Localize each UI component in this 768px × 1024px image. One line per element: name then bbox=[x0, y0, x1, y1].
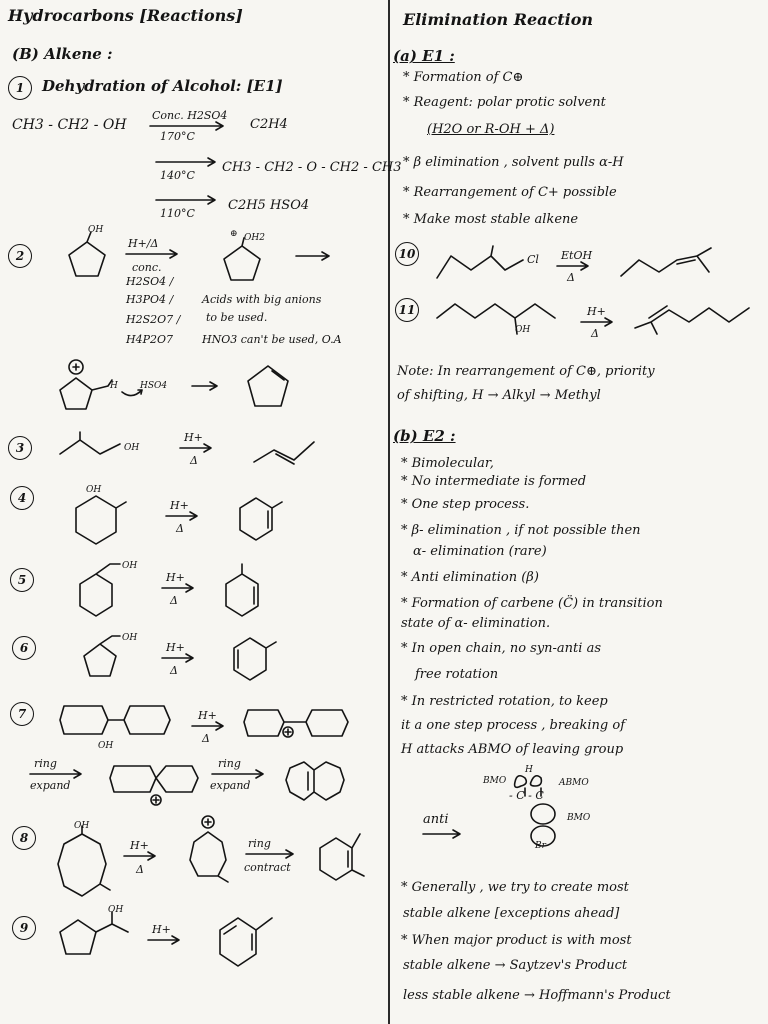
r2-arrow bbox=[124, 250, 184, 258]
r5-oh-label: OH bbox=[122, 561, 138, 571]
mo-bmo-label: BMO bbox=[483, 776, 507, 786]
acid-h3po4: H3PO4 / bbox=[126, 293, 174, 306]
eq3-product: C2H5 HSO4 bbox=[228, 198, 310, 213]
r8-arrow bbox=[122, 852, 162, 860]
r2-oh-label: OH bbox=[88, 225, 104, 235]
r7-reactant-structure bbox=[58, 696, 176, 740]
eq3-arrow bbox=[154, 196, 220, 204]
r3-delta: Δ bbox=[190, 454, 198, 467]
mo-h-label: H bbox=[525, 765, 533, 775]
reaction-number-1: 1 bbox=[8, 76, 32, 100]
r11-arrow bbox=[579, 318, 619, 326]
r7-delta: Δ bbox=[202, 732, 210, 745]
column-divider bbox=[388, 0, 390, 1024]
r9-product-structure bbox=[214, 906, 284, 990]
r8-product-structure bbox=[312, 824, 376, 894]
mech-h-label: H bbox=[110, 381, 118, 391]
reaction-number-7: 7 bbox=[10, 702, 34, 726]
r8-reagent: H+ bbox=[130, 839, 149, 852]
reaction-number-10: 10 bbox=[395, 242, 419, 266]
e2-point-4: * β- elimination , if not possible then bbox=[401, 523, 641, 538]
reaction-number-8: 8 bbox=[12, 826, 36, 850]
r11-oh-label: OH bbox=[515, 325, 531, 335]
r11-product-structure bbox=[631, 294, 759, 338]
r3-oh-label: OH bbox=[124, 443, 140, 453]
r7-arrow bbox=[190, 722, 230, 730]
e1-point-1: * Formation of C⊕ bbox=[403, 70, 524, 85]
r9-reactant-structure bbox=[54, 910, 140, 970]
e1-point-5: * Rearrangement of C+ possible bbox=[403, 185, 617, 200]
eq2-arrow bbox=[154, 158, 220, 166]
carbocation-mechanism-structure bbox=[52, 356, 192, 420]
left-title: Hydrocarbons [Reactions] bbox=[8, 6, 243, 25]
final-point-4: stable alkene → Saytzev's Product bbox=[403, 958, 628, 973]
r7-cation-structure bbox=[242, 702, 358, 746]
cyclopentene-structure bbox=[242, 360, 298, 416]
mech-hso4-label: HSO4 bbox=[140, 381, 168, 391]
r5-delta: Δ bbox=[170, 594, 178, 607]
mo-bmo2-label: BMO bbox=[567, 813, 591, 823]
note-line-1: Note: In rearrangement of C⊕, priority bbox=[397, 364, 655, 379]
mo-br-label: Br bbox=[535, 841, 546, 851]
r11-delta: Δ bbox=[591, 327, 599, 340]
ring-expand-2-top: ring bbox=[218, 757, 241, 770]
mo-abmo-label: ABMO bbox=[559, 778, 589, 788]
r5-arrow bbox=[160, 584, 200, 592]
mo-anti-label: anti bbox=[423, 812, 449, 827]
e2-point-10: free rotation bbox=[415, 667, 499, 682]
eq2-product: CH3 - CH2 - O - CH2 - CH3 bbox=[222, 160, 402, 175]
r11-reagent: H+ bbox=[587, 305, 606, 318]
e2-point-7: * Formation of carbene (C̈) in transition bbox=[401, 596, 663, 611]
r5-product-structure bbox=[222, 562, 272, 620]
e2-point-6: * Anti elimination (β) bbox=[401, 570, 539, 585]
e2-point-2: * No intermediate is formed bbox=[401, 474, 587, 489]
r2-next-arrow bbox=[294, 252, 334, 260]
spiro-cation-structure bbox=[108, 756, 208, 808]
section-alkene: (B) Alkene : bbox=[12, 45, 113, 63]
r2-conc: conc. bbox=[132, 261, 162, 274]
ring-expand-2-arrow bbox=[210, 770, 270, 778]
e2-point-13: H attacks ABMO of leaving group bbox=[401, 742, 624, 757]
reaction-number-9: 9 bbox=[12, 916, 36, 940]
r7-reagent: H+ bbox=[198, 709, 217, 722]
r9-oh-label: OH bbox=[108, 905, 124, 915]
ring-contract-arrow bbox=[244, 850, 300, 858]
r3-reagent: H+ bbox=[184, 431, 203, 444]
reaction-number-11: 11 bbox=[395, 298, 419, 322]
r10-arrow bbox=[555, 262, 595, 270]
eq1-product: C2H4 bbox=[250, 117, 288, 132]
e1-point-4: * β elimination , solvent pulls α-H bbox=[403, 155, 624, 170]
note-big-anions: Acids with big anions bbox=[202, 293, 322, 306]
r2-reagent: H+/Δ bbox=[128, 237, 159, 250]
acid-h2s2o7: H2S2O7 / bbox=[126, 313, 181, 326]
r4-oh-label: OH bbox=[86, 485, 102, 495]
r10-cl-label: Cl bbox=[527, 253, 539, 266]
e2-point-5: α- elimination (rare) bbox=[413, 544, 547, 559]
eq1-condition-top: Conc. H2SO4 bbox=[152, 109, 228, 122]
final-point-2: stable alkene [exceptions ahead] bbox=[403, 906, 620, 921]
ring-expand-1-arrow bbox=[28, 770, 88, 778]
r8-delta: Δ bbox=[136, 863, 144, 876]
r3-product-structure bbox=[252, 434, 322, 468]
r8-oh-label: OH bbox=[74, 821, 90, 831]
r6-product-structure bbox=[230, 632, 286, 692]
eq1-condition-bottom: 170°C bbox=[160, 130, 195, 143]
acid-h2so4: H2SO4 / bbox=[126, 275, 174, 288]
e2-point-9: * In open chain, no syn-anti as bbox=[401, 641, 601, 656]
cyclopentanol-structure bbox=[62, 224, 112, 288]
r4-arrow bbox=[164, 512, 204, 520]
r3-arrow bbox=[178, 444, 218, 452]
final-point-5: less stable alkene → Hoffmann's Product bbox=[403, 988, 671, 1003]
mech-arrow bbox=[190, 382, 224, 390]
reaction-number-2: 2 bbox=[8, 244, 32, 268]
r2-oh2-label: OH2 bbox=[244, 233, 265, 243]
r4-delta: Δ bbox=[176, 522, 184, 535]
r11-reactant-structure bbox=[433, 296, 583, 346]
e2-label: (b) E2 : bbox=[393, 427, 456, 445]
r9-reagent: H+ bbox=[152, 923, 171, 936]
reaction-number-3: 3 bbox=[8, 436, 32, 460]
e2-point-11: * In restricted rotation, to keep bbox=[401, 694, 608, 709]
orbital-diagram bbox=[503, 770, 613, 866]
ring-expand-1-top: ring bbox=[34, 757, 57, 770]
e2-point-8: state of α- elimination. bbox=[401, 616, 551, 631]
dehydration-title: Dehydration of Alcohol: [E1] bbox=[42, 77, 283, 95]
e1-point-2: * Reagent: polar protic solvent bbox=[403, 95, 606, 110]
r4-product-structure bbox=[236, 494, 296, 546]
note-hno3: HNO3 can't be used, O.A bbox=[202, 333, 342, 346]
mo-cc-label: - C - C bbox=[509, 789, 544, 802]
r10-reagent: EtOH bbox=[561, 249, 593, 262]
e2-point-12: it a one step process , breaking of bbox=[401, 718, 626, 733]
r9-arrow bbox=[146, 936, 186, 944]
acid-h4p2o7: H4P2O7 bbox=[126, 333, 174, 346]
r6-oh-label: OH bbox=[122, 633, 138, 643]
e1-point-3: (H2O or R-OH + Δ) bbox=[427, 122, 555, 137]
anti-arrow bbox=[421, 830, 467, 838]
reaction-number-5: 5 bbox=[10, 568, 34, 592]
note-line-2: of shifting, H → Alkyl → Methyl bbox=[397, 388, 601, 403]
r10-delta: Δ bbox=[567, 271, 575, 284]
eq1-reactant: CH3 - CH2 - OH bbox=[12, 117, 127, 133]
right-title: Elimination Reaction bbox=[403, 10, 594, 29]
note-to-be-used: to be used. bbox=[206, 311, 268, 324]
reaction-number-4: 4 bbox=[10, 486, 34, 510]
final-point-1: * Generally , we try to create most bbox=[401, 880, 629, 895]
r4-reactant-structure bbox=[72, 492, 132, 558]
right-column bbox=[391, 0, 768, 1024]
e1-point-6: * Make most stable alkene bbox=[403, 212, 579, 227]
ring-expand-2-bottom: expand bbox=[210, 779, 251, 792]
eq2-condition: 140°C bbox=[160, 169, 195, 182]
e1-label: (a) E1 : bbox=[393, 47, 455, 65]
r8-cation-structure bbox=[182, 812, 246, 888]
eq3-condition: 110°C bbox=[160, 207, 195, 220]
r5-reagent: H+ bbox=[166, 571, 185, 584]
r4-reagent: H+ bbox=[170, 499, 189, 512]
r2-plus-sign: ⊕ bbox=[230, 229, 238, 239]
r8-reactant-structure bbox=[56, 826, 120, 910]
r6-arrow bbox=[160, 654, 200, 662]
ring-contract-top: ring bbox=[248, 837, 271, 850]
r7-oh-label: OH bbox=[98, 741, 114, 751]
ring-contract-bottom: contract bbox=[244, 861, 291, 874]
r6-reagent: H+ bbox=[166, 641, 185, 654]
r10-product-structure bbox=[617, 244, 727, 284]
e2-point-1: * Bimolecular, bbox=[401, 456, 494, 471]
e2-point-3: * One step process. bbox=[401, 497, 530, 512]
ring-expand-1-bottom: expand bbox=[30, 779, 71, 792]
fused-alkene-structure bbox=[282, 758, 354, 806]
reaction-number-6: 6 bbox=[12, 636, 36, 660]
r6-delta: Δ bbox=[170, 664, 178, 677]
final-point-3: * When major product is with most bbox=[401, 933, 632, 948]
